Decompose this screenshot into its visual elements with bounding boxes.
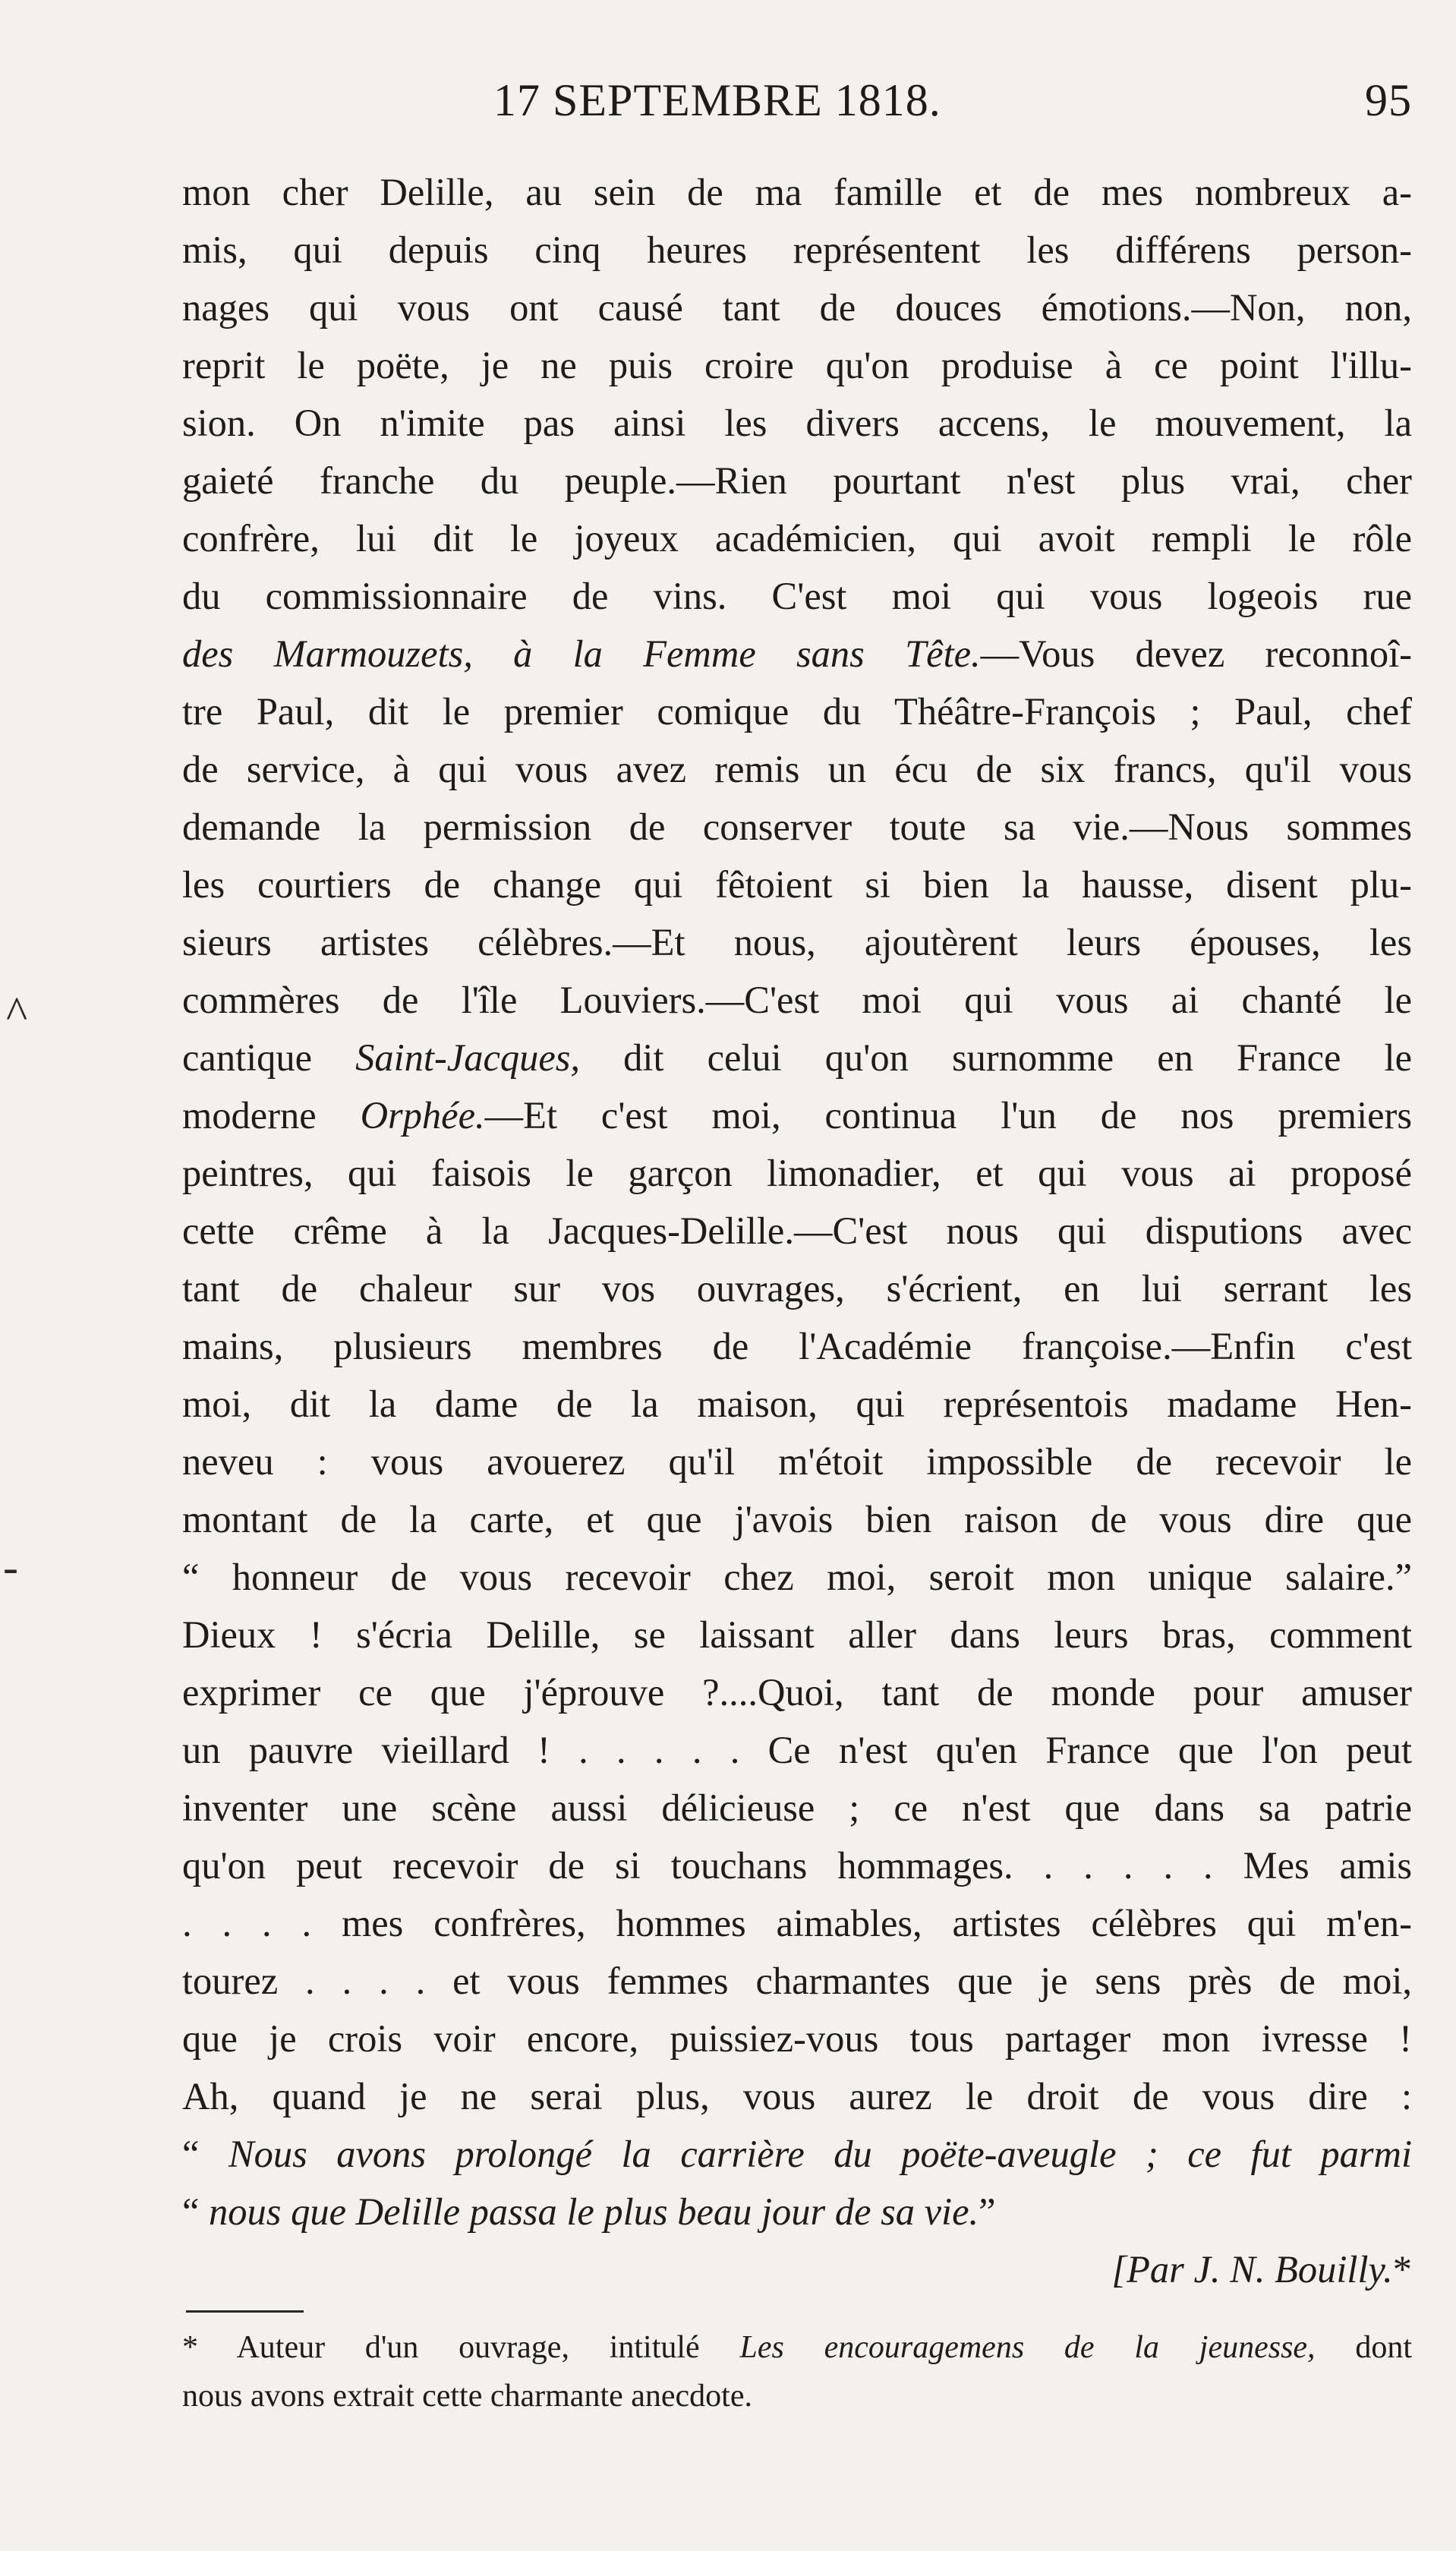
- body-line: [182, 1144, 1412, 1202]
- text-run: Ah, quand je ne serai plus, vous aurez le droit de vous dire :: [182, 2075, 1412, 2117]
- body-line: [182, 509, 1412, 567]
- signature-text: *: [1392, 2248, 1412, 2291]
- body-line: [182, 567, 1412, 625]
- body-line: [182, 1433, 1412, 1490]
- text-run: “ honneur de vous recevoir chez moi, seroit mon unique salaire.”: [182, 1556, 1412, 1598]
- body-line: [182, 1260, 1412, 1317]
- margin-caret-mark: ^: [6, 988, 28, 1038]
- text-run: cette crême à la Jacques-Delille.—C'est nous qui disputions avec: [182, 1209, 1412, 1252]
- text-run: reprit le poëte, je ne puis croire qu'on produise à ce point l'illu-: [182, 344, 1412, 386]
- body-line: [182, 740, 1412, 798]
- text-run: “: [182, 2190, 210, 2233]
- footnote-line: [182, 2372, 1412, 2420]
- text-run: nous avons extrait cette charmante anecdote.: [182, 2379, 752, 2414]
- text-run: “: [182, 2133, 228, 2175]
- text-run: du commissionnaire de vins. C'est moi qui vous logeois rue: [182, 575, 1412, 617]
- text-run: peintres, qui faisois le garçon limonadier, et qui vous ai proposé: [182, 1152, 1412, 1194]
- text-run: inventer une scène aussi délicieuse ; ce n'est que dans sa patrie: [182, 1786, 1412, 1829]
- text-run: demande la permission de conserver toute sa vie.—Nous sommes: [182, 806, 1412, 848]
- text-run: . . . . mes confrères, hommes aimables, artistes célèbres qui m'en-: [182, 1902, 1412, 1944]
- text-run: tre Paul, dit le premier comique du Théâtre-François ; Paul, chef: [182, 690, 1412, 733]
- text-run: mon cher Delille, au sein de ma famille et de mes nombreux a-: [182, 171, 1412, 213]
- page-number: 95: [1365, 75, 1412, 125]
- body-line: [182, 683, 1412, 740]
- footnote: [182, 2323, 1412, 2420]
- body-line: [182, 1721, 1412, 1779]
- text-run: confrère, lui dit le joyeux académicien, qui avoit rempli le rôle: [182, 517, 1412, 560]
- italic-text: Saint-Jacques,: [355, 1036, 581, 1079]
- text-run: cantique: [182, 1036, 356, 1079]
- body-line: [182, 1375, 1412, 1433]
- margin-dash-mark: -: [3, 1542, 18, 1592]
- signature: [182, 2240, 1412, 2298]
- text-run: moderne: [182, 1094, 361, 1137]
- italic-text: des Marmouzets, à la Femme sans Tête.: [182, 632, 981, 675]
- text-run: montant de la carte, et que j'avois bien raison de vous dire que: [182, 1498, 1412, 1540]
- text-run: les courtiers de change qui fêtoient si bien la hausse, disent plu-: [182, 863, 1412, 906]
- body-line: [182, 2067, 1412, 2125]
- signature-text: [Par J. N. Bouilly.: [1111, 2248, 1393, 2291]
- body-line: [182, 1837, 1412, 1894]
- body-line: [182, 1029, 1412, 1086]
- text-run: commères de l'île Louviers.—C'est moi qui vous ai chanté le: [182, 979, 1412, 1021]
- body-line: [182, 394, 1412, 452]
- body-line: [182, 1086, 1412, 1144]
- text-run: tourez . . . . et vous femmes charmantes que je sens près de moi,: [182, 1960, 1412, 2002]
- body-line: [182, 1894, 1412, 1952]
- text-run: mis, qui depuis cinq heures représentent les différens person-: [182, 229, 1412, 271]
- text-run: gaieté franche du peuple.—Rien pourtant n'est plus vrai, cher: [182, 459, 1412, 502]
- italic-text: Les encouragemens de la jeunesse,: [739, 2330, 1316, 2365]
- italic-text: Nous avons prolongé la carrière du poëte-aveugle ; ce fut parmi: [228, 2133, 1413, 2175]
- text-run: ”: [979, 2190, 996, 2233]
- running-header: [182, 74, 1412, 143]
- italic-text: nous que Delille passa le plus beau jour de sa vie.: [209, 2190, 979, 2233]
- body-line: [182, 452, 1412, 509]
- text-run: Dieux ! s'écria Delille, se laissant aller dans leurs bras, comment: [182, 1613, 1412, 1656]
- body-line: [182, 798, 1412, 856]
- body-line: [182, 2183, 1412, 2240]
- body-line: [182, 2010, 1412, 2067]
- text-run: tant de chaleur sur vos ouvrages, s'écrient, en lui serrant les: [182, 1267, 1412, 1310]
- text-run: moi, dit la dame de la maison, qui représentois madame Hen-: [182, 1383, 1412, 1425]
- text-run: sieurs artistes célèbres.—Et nous, ajoutèrent leurs épouses, les: [182, 921, 1412, 963]
- body-line: [182, 1202, 1412, 1260]
- text-run: que je crois voir encore, puissiez-vous tous partager mon ivresse !: [182, 2017, 1412, 2060]
- body-line: [182, 1779, 1412, 1837]
- text-run: * Auteur d'un ouvrage, intitulé: [182, 2330, 740, 2365]
- body-line: [182, 971, 1412, 1029]
- body-line: [182, 1663, 1412, 1721]
- text-run: sion. On n'imite pas ainsi les divers accens, le mouvement, la: [182, 402, 1412, 444]
- footnote-line: [182, 2323, 1412, 2372]
- body-line: [182, 1606, 1412, 1663]
- text-run: neveu : vous avouerez qu'il m'étoit impossible de recevoir le: [182, 1440, 1412, 1483]
- body-line: [182, 913, 1412, 971]
- body-line: [182, 625, 1412, 683]
- header-date: 17 SEPTEMBRE 1818.: [493, 75, 941, 125]
- text-run: exprimer ce que j'éprouve ?....Quoi, tant de monde pour amuser: [182, 1671, 1412, 1714]
- body-line: [182, 1317, 1412, 1375]
- text-run: —Et c'est moi, continua l'un de nos premiers: [484, 1094, 1412, 1137]
- text-run: un pauvre vieillard ! . . . . . Ce n'est qu'en France que l'on peut: [182, 1729, 1412, 1771]
- body-line: [182, 1548, 1412, 1606]
- body-line: [182, 336, 1412, 394]
- text-run: nages qui vous ont causé tant de douces émotions.—Non, non,: [182, 286, 1412, 329]
- body-line: [182, 221, 1412, 279]
- body-text: [182, 163, 1412, 2298]
- text-run: dit celui qu'on surnomme en France le: [580, 1036, 1412, 1079]
- text-run: mains, plusieurs membres de l'Académie françoise.—Enfin c'est: [182, 1325, 1412, 1367]
- body-line: [182, 1952, 1412, 2010]
- body-line: [182, 2125, 1412, 2183]
- italic-text: Orphée.: [360, 1094, 485, 1137]
- body-line: [182, 163, 1412, 221]
- footnote-rule: [186, 2310, 304, 2313]
- text-run: qu'on peut recevoir de si touchans hommages. . . . . . Mes amis: [182, 1844, 1412, 1887]
- text-run: —Vous devez reconnoî-: [980, 632, 1412, 675]
- body-line: [182, 1490, 1412, 1548]
- body-line: [182, 856, 1412, 913]
- text-run: dont: [1315, 2330, 1412, 2365]
- text-run: de service, à qui vous avez remis un écu de six francs, qu'il vous: [182, 748, 1412, 790]
- body-line: [182, 279, 1412, 336]
